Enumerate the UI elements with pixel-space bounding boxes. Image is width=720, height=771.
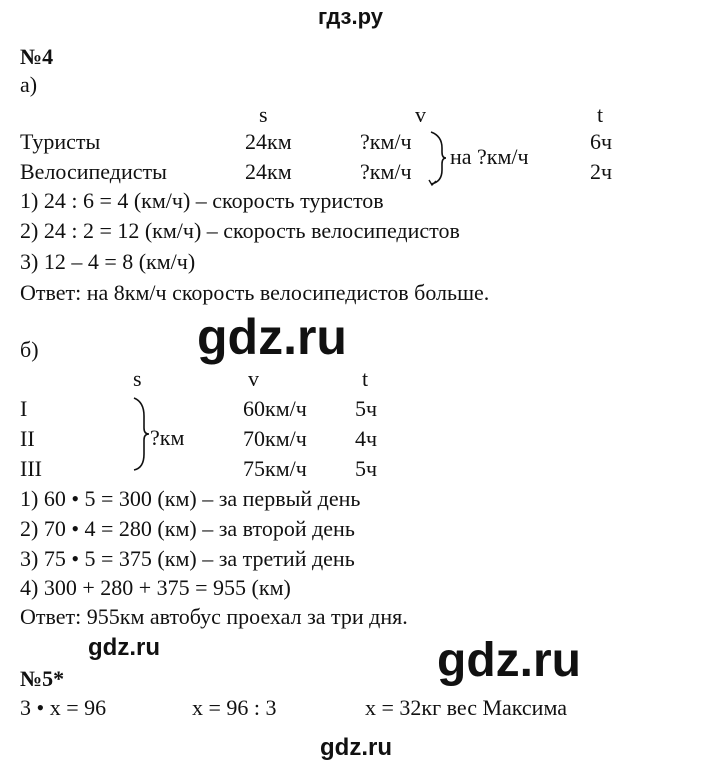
part-a-label: а) bbox=[20, 72, 38, 97]
part-a-row-s: 24км bbox=[245, 159, 292, 184]
part-a-row-name: Велосипедисты bbox=[20, 159, 167, 184]
part-a-step: 2) 24 : 2 = 12 (км/ч) – скорость велосипедистов bbox=[20, 218, 460, 243]
part-b-step: 4) 300 + 280 + 375 = 955 (км) bbox=[20, 575, 291, 600]
watermark: gdz.ru bbox=[197, 309, 347, 365]
watermark: gdz.ru bbox=[320, 734, 392, 761]
part-a-step: 3) 12 – 4 = 8 (км/ч) bbox=[20, 249, 196, 274]
part-b-step: 2) 70 • 4 = 280 (км) – за второй день bbox=[20, 516, 355, 541]
watermark: gdz.ru bbox=[437, 634, 581, 687]
part-b-row-t: 4ч bbox=[355, 426, 378, 451]
part-a-col-s: s bbox=[259, 102, 268, 127]
watermark: gdz.ru bbox=[88, 634, 160, 661]
part-a-row-t: 2ч bbox=[590, 159, 613, 184]
part-a-col-t: t bbox=[597, 102, 604, 127]
comparison-brace bbox=[428, 130, 448, 186]
part-a-row-t: 6ч bbox=[590, 129, 613, 154]
total-distance-brace bbox=[132, 396, 150, 472]
task5-equation: 3 • x = 96 bbox=[20, 695, 107, 720]
part-b-row-v: 70км/ч bbox=[243, 426, 307, 451]
part-a-row-s: 24км bbox=[245, 129, 292, 154]
part-b-row-v: 75км/ч bbox=[243, 456, 307, 481]
part-b-label: б) bbox=[20, 337, 39, 362]
task5-number: №5* bbox=[20, 666, 65, 691]
part-b-col-t: t bbox=[362, 366, 369, 391]
part-a-brace-note: на ?км/ч bbox=[450, 144, 529, 169]
task5-equation: x = 96 : 3 bbox=[192, 695, 277, 720]
part-b-row-name: I bbox=[20, 396, 28, 421]
part-a-col-v: v bbox=[415, 102, 426, 127]
part-a-row-v: ?км/ч bbox=[360, 129, 412, 154]
part-b-row-v: 60км/ч bbox=[243, 396, 307, 421]
part-a-row-name: Туристы bbox=[20, 129, 101, 154]
part-b-answer: Ответ: 955км автобус проехал за три дня. bbox=[20, 604, 408, 629]
part-a-row-v: ?км/ч bbox=[360, 159, 412, 184]
task5-equation: x = 32кг вес Максима bbox=[365, 695, 567, 720]
part-b-step: 1) 60 • 5 = 300 (км) – за первый день bbox=[20, 486, 361, 511]
task4-number: №4 bbox=[20, 44, 54, 69]
part-b-row-name: II bbox=[20, 426, 35, 451]
part-b-col-v: v bbox=[248, 366, 259, 391]
part-b-row-t: 5ч bbox=[355, 456, 378, 481]
part-a-answer: Ответ: на 8км/ч скорость велосипедистов больше. bbox=[20, 280, 490, 305]
part-b-col-s: s bbox=[133, 366, 142, 391]
part-b-row-t: 5ч bbox=[355, 396, 378, 421]
part-a-step: 1) 24 : 6 = 4 (км/ч) – скорость туристов bbox=[20, 188, 384, 213]
site-header: гдз.ру bbox=[318, 4, 383, 29]
part-b-step: 3) 75 • 5 = 375 (км) – за третий день bbox=[20, 546, 355, 571]
part-b-row-name: III bbox=[20, 456, 42, 481]
part-b-brace-note: ?км bbox=[150, 425, 185, 450]
